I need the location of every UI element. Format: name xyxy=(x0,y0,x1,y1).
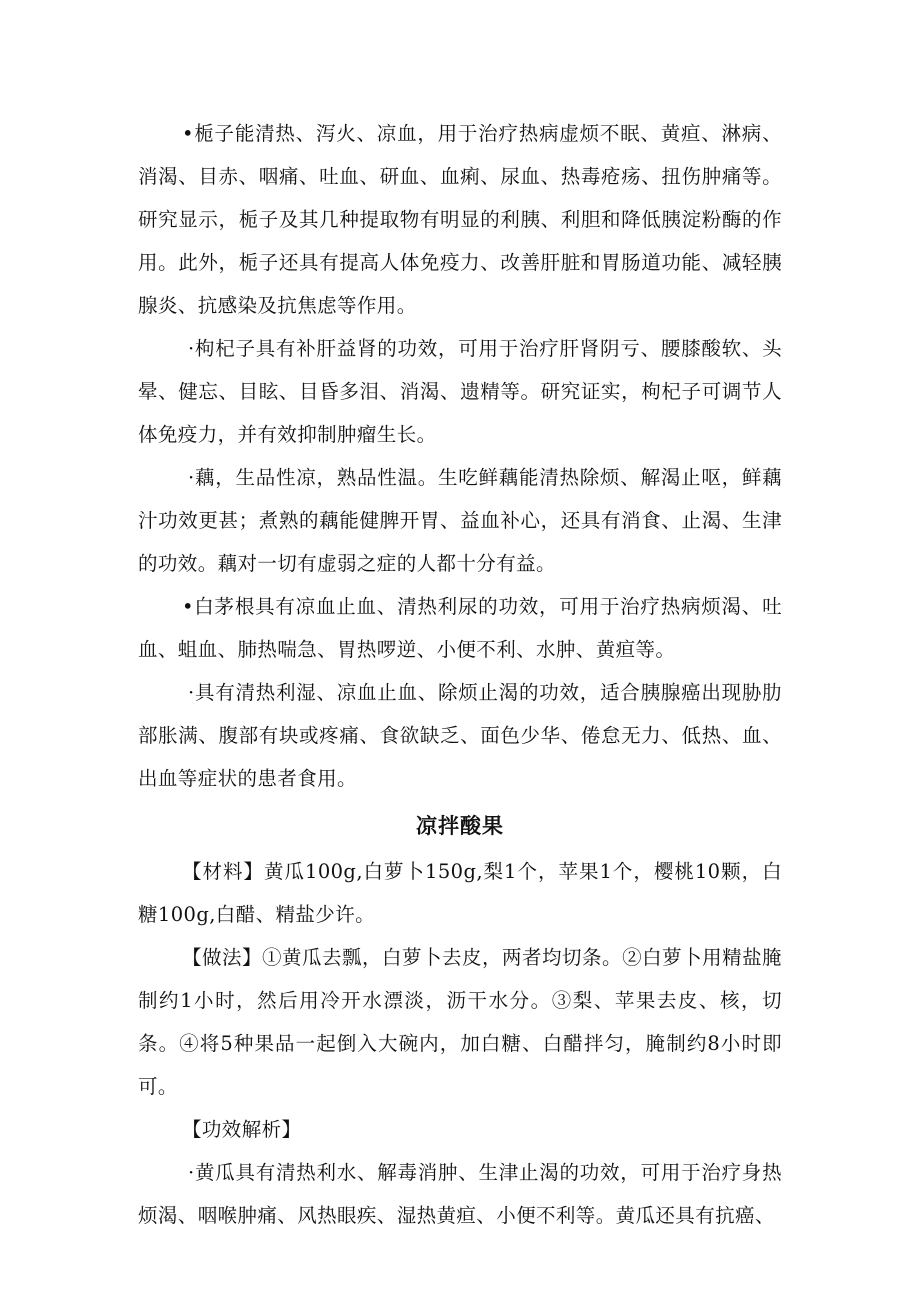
paragraph-goji: ·枸杞子具有补肝益肾的功效，可用于治疗肝肾阴亏、腰膝酸软、头晕、健忘、目眩、目昏多泪、消渴、遗精等。研究证实，枸杞子可调节人体免疫力，并有效抑制肿瘤生长。 xyxy=(138,337,782,446)
paragraph-ingredients: 【材料】黄瓜100g,白萝卜150g,梨1个，苹果1个，樱桃10颗，白糖100g,白醋、精盐少许。 xyxy=(138,860,782,926)
paragraph-method: 【做法】①黄瓜去瓢，白萝卜去皮，两者均切条。②白萝卜用精盐腌制约1小时，然后用冷开水漂淡，沥干水分。③梨、苹果去皮、核，切条。④将5种果品一起倒入大碗内，加白糖、白醋拌匀，腌制约8小时即可。 xyxy=(138,946,782,1098)
paragraph-gardenia: •栀子能清热、泻火、凉血，用于治疗热病虚烦不眠、黄疸、淋病、消渴、目赤、咽痛、吐血、研血、血痢、尿血、热毒疮疡、扭伤肿痛等。研究显示，栀子及其几种提取物有明显的利胰、利胆和降低胰淀粉酶的作用。此外，栀子还具有提高人体免疫力、改善肝脏和胃肠道功能、减轻胰腺炎、抗感染及抗焦虑等作用。 xyxy=(138,122,782,317)
paragraph-imperata-root: •白茅根具有凉血止血、清热利尿的功效，可用于治疗热病烦渴、吐血、蛆血、肺热喘急、胃热啰逆、小便不利、水肿、黄疸等。 xyxy=(138,595,782,661)
paragraph-effect-analysis-label: 【功效解析】 xyxy=(182,1118,302,1141)
paragraph-effects-summary: ·具有清热利湿、凉血止血、除烦止渴的功效，适合胰腺癌出现胁肋部胀满、腹部有块或疼痛、食欲缺乏、面色少华、倦怠无力、低热、血、出血等症状的患者食用。 xyxy=(138,681,782,790)
recipe-title: 凉拌酸果 xyxy=(416,814,504,838)
paragraph-cucumber: ·黄瓜具有清热利水、解毒消肿、生津止渴的功效，可用于治疗身热烦渴、咽喉肿痛、风热眼疾、湿热黄疸、小便不利等。黄瓜还具有抗癌、 xyxy=(138,1161,782,1227)
document-page xyxy=(138,112,782,1237)
paragraph-lotus-root: ·藕，生品性凉，熟品性温。生吃鲜藕能清热除烦、解渴止呕，鲜藕汁功效更甚；煮熟的藕能健脾开胃、益血补心，还具有消食、止渴、生津的功效。藕对一切有虚弱之症的人都十分有益。 xyxy=(138,466,782,575)
